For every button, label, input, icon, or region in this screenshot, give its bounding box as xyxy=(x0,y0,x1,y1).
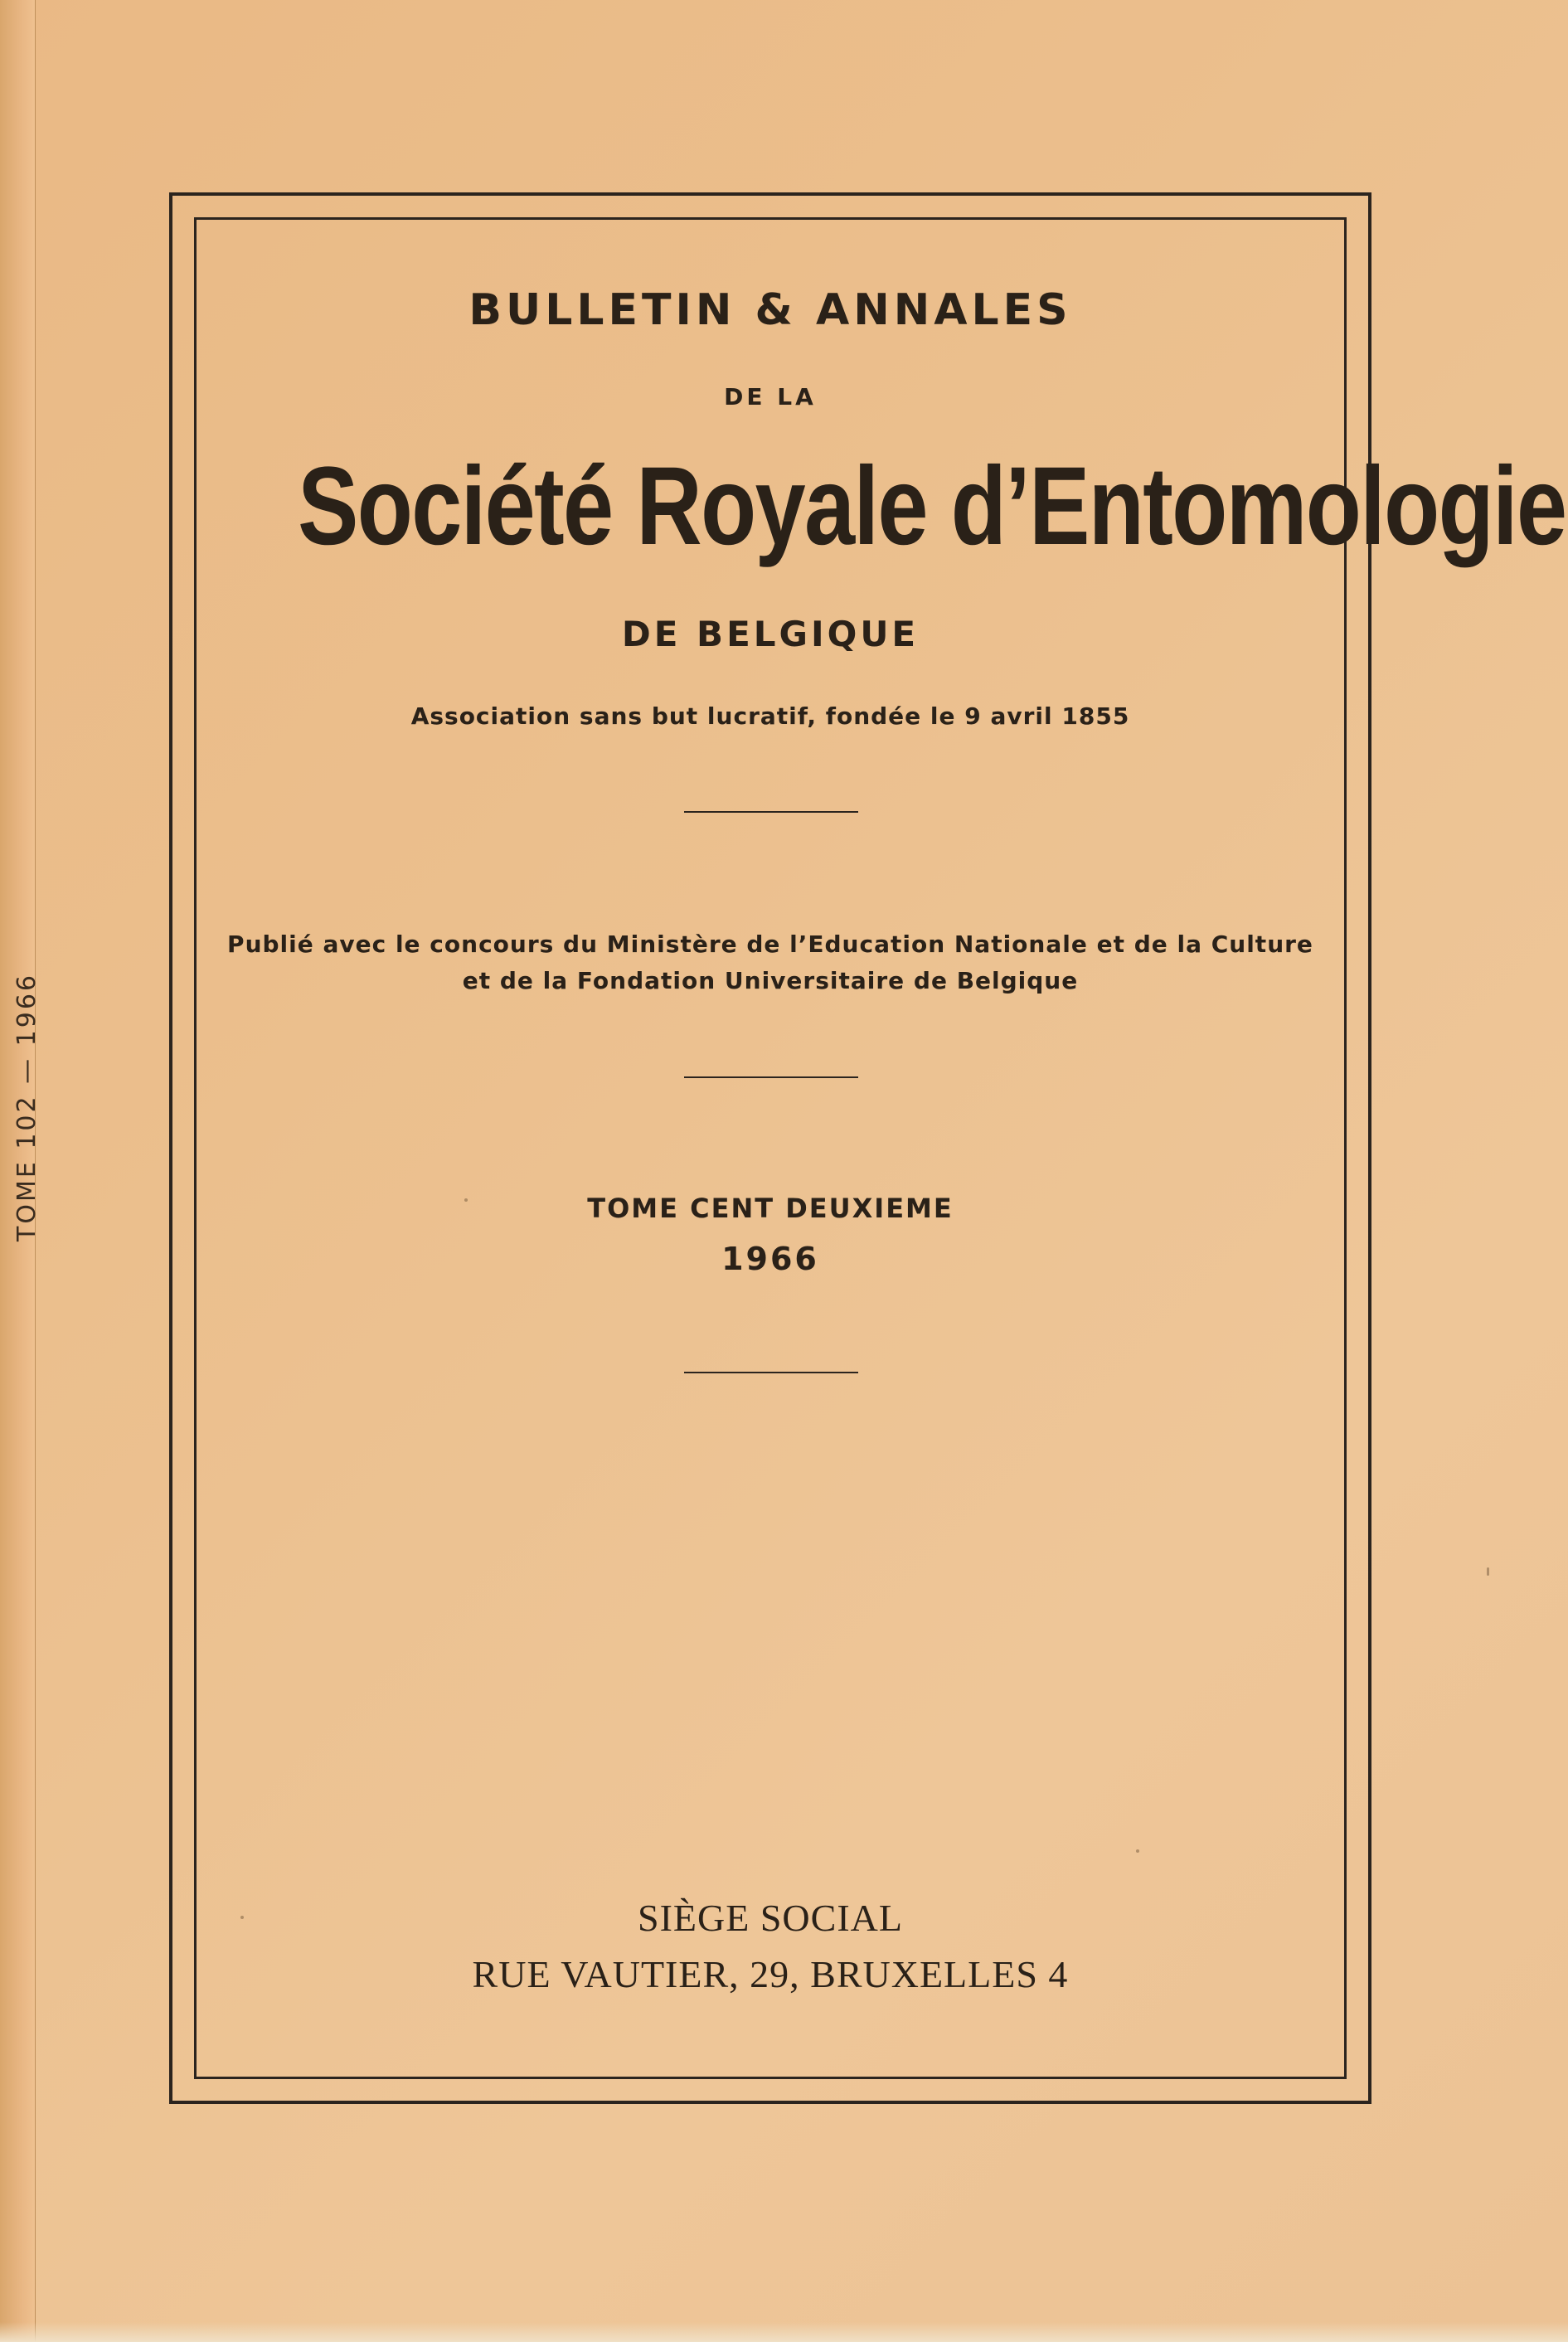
divider-rule xyxy=(684,811,858,813)
society-name: Société Royale d’Entomologie xyxy=(298,445,1566,568)
paper-speck xyxy=(1136,1849,1139,1853)
association-line: Association sans but lucratif, fondée le 9 avril 1855 xyxy=(410,702,1130,730)
seat-address: RUE VAUTIER, 29, BRUXELLES 4 xyxy=(472,1953,1069,1995)
country-line: DE BELGIQUE xyxy=(621,614,920,654)
divider-rule xyxy=(684,1076,858,1078)
paper-speck xyxy=(1487,1567,1489,1576)
paper-speck xyxy=(240,1916,244,1919)
spine-label: TOME 102 — 1966 xyxy=(12,973,41,1241)
paper-speck xyxy=(464,1198,468,1202)
cover-content xyxy=(194,217,1566,2079)
title-bulletin-annales: BULLETIN & ANNALES xyxy=(468,285,1072,335)
divider-rule xyxy=(684,1372,858,1373)
published-line-2: et de la Fondation Universitaire de Belgique xyxy=(462,967,1079,994)
volume-year: 1966 xyxy=(721,1241,819,1277)
published-line-1: Publié avec le concours du Ministère de l’Education Nationale et de la Culture xyxy=(227,930,1313,958)
page-bottom-edge xyxy=(0,2322,1568,2342)
subtitle-de-la: DE LA xyxy=(724,383,817,411)
spine-edge xyxy=(0,0,41,2342)
volume-label: TOME CENT DEUXIEME xyxy=(587,1193,954,1224)
seat-label: SIÈGE SOCIAL xyxy=(638,1897,903,1939)
